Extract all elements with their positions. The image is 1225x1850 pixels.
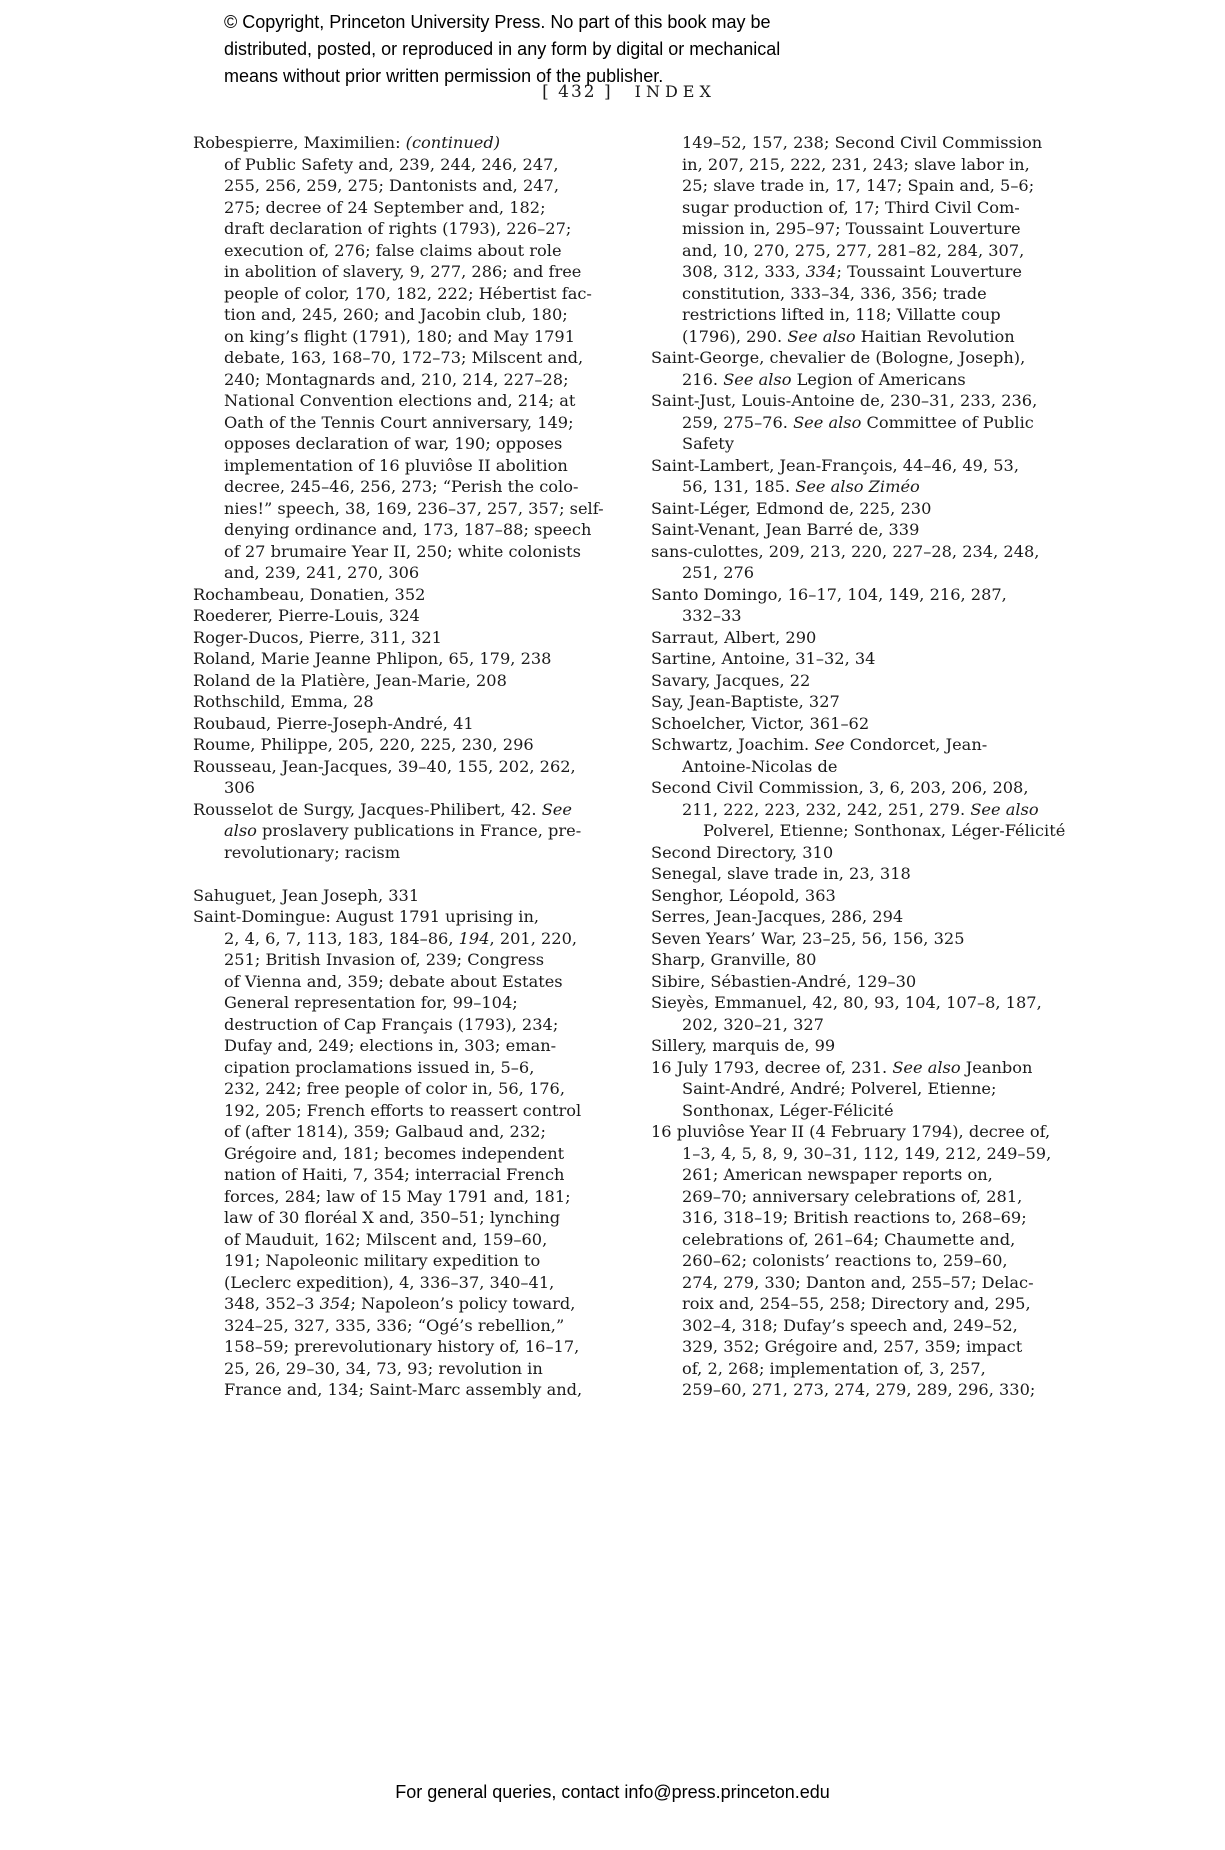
index-line: denying ordinance and, 173, 187–88; speech <box>224 520 592 539</box>
index-line: Say, Jean-Baptiste, 327 <box>651 692 840 711</box>
index-line: 308, 312, 333, 334; Toussaint Louverture <box>682 262 1022 281</box>
index-line: Savary, Jacques, 22 <box>651 670 811 690</box>
index-line: draft declaration of rights (1793), 226–27; <box>224 219 572 238</box>
index-line: Robespierre, Maximilien: (continued) <box>193 133 501 152</box>
index-line: 329, 352; Grégoire and, 257, 359; impact <box>682 1337 1023 1356</box>
index-line: of (after 1814), 359; Galbaud and, 232; <box>224 1122 546 1141</box>
index-line: destruction of Cap Français (1793), 234; <box>224 1014 559 1034</box>
index-line: celebrations of, 261–64; Chaumette and, <box>682 1229 1016 1249</box>
index-line: Saint-George, chevalier de (Bologne, Joseph), <box>651 348 1026 367</box>
index-line: implementation of 16 pluviôse II abolition <box>224 455 568 475</box>
index-line: Santo Domingo, 16–17, 104, 149, 216, 287, <box>651 584 1007 604</box>
copyright-line-3: means without prior written permission of the publisher. <box>224 66 664 86</box>
index-line: General representation for, 99–104; <box>224 993 518 1012</box>
index-line: Sibire, Sébastien-André, 129–30 <box>651 971 917 991</box>
index-line: Saint-Just, Louis-Antoine de, 230–31, 233, 236, <box>651 391 1038 410</box>
index-line: of Mauduit, 162; Milscent and, 159–60, <box>224 1229 548 1249</box>
index-line: 211, 222, 223, 232, 242, 251, 279. See also <box>682 799 1039 819</box>
index-line: tion and, 245, 260; and Jacobin club, 180; <box>224 305 568 324</box>
index-line: and, 239, 241, 270, 306 <box>224 563 420 582</box>
index-line: 269–70; anniversary celebrations of, 281, <box>682 1186 1023 1206</box>
index-line: in abolition of slavery, 9, 277, 286; and free <box>224 262 582 281</box>
index-line: 16 pluviôse Year II (4 February 1794), decree of, <box>651 1122 1051 1141</box>
index-line: 302–4, 318; Dufay’s speech and, 249–52, <box>682 1315 1018 1335</box>
index-line: forces, 284; law of 15 May 1791 and, 181; <box>224 1186 571 1206</box>
page-number: [ 432 ] <box>542 82 613 102</box>
index-line: Rothschild, Emma, 28 <box>193 692 374 711</box>
index-line: Sieyès, Emmanuel, 42, 80, 93, 104, 107–8, 187, <box>651 993 1042 1012</box>
index-line: on king’s flight (1791), 180; and May 1791 <box>224 326 576 346</box>
index-line: 324–25, 327, 335, 336; “Ogé’s rebellion,” <box>224 1315 565 1335</box>
index-line: nies!” speech, 38, 169, 236–37, 257, 357; self- <box>224 498 604 518</box>
index-line: (Leclerc expedition), 4, 336–37, 340–41, <box>224 1272 555 1292</box>
index-line: Saint-Domingue: August 1791 uprising in, <box>193 907 540 926</box>
index-line: Sarraut, Albert, 290 <box>651 627 817 647</box>
index-line: constitution, 333–34, 336, 356; trade <box>682 283 987 303</box>
index-line: (1796), 290. See also Haitian Revolution <box>682 326 1015 346</box>
index-line: 306 <box>224 778 255 797</box>
index-line: 25; slave trade in, 17, 147; Spain and, 5–6; <box>682 176 1035 195</box>
index-line: and, 10, 270, 275, 277, 281–82, 284, 307, <box>682 240 1025 260</box>
section-title: INDEX <box>634 82 716 101</box>
index-line: Senegal, slave trade in, 23, 318 <box>651 864 911 883</box>
index-line: Seven Years’ War, 23–25, 56, 156, 325 <box>651 928 965 948</box>
index-line: 232, 242; free people of color in, 56, 176, <box>224 1079 565 1098</box>
index-line: revolutionary; racism <box>224 842 401 862</box>
index-line: 25, 26, 29–30, 34, 73, 93; revolution in <box>224 1358 543 1378</box>
copyright-line-1: © Copyright, Princeton University Press. No part of this book may be <box>224 12 771 32</box>
index-line: sans-culottes, 209, 213, 220, 227–28, 234, 248, <box>651 541 1040 561</box>
index-line: Saint-André, André; Polverel, Etienne; <box>682 1079 997 1098</box>
index-line: Saint-Venant, Jean Barré de, 339 <box>651 520 920 539</box>
index-line: 1–3, 4, 5, 8, 9, 30–31, 112, 149, 212, 249–59, <box>682 1143 1052 1163</box>
index-line: Serres, Jean-Jacques, 286, 294 <box>651 907 904 926</box>
index-line: Second Directory, 310 <box>651 842 834 862</box>
index-line: 191; Napoleonic military expedition to <box>224 1251 541 1270</box>
index-line: Roland, Marie Jeanne Phlipon, 65, 179, 238 <box>193 649 552 668</box>
index-line: Roubaud, Pierre-Joseph-André, 41 <box>193 713 474 733</box>
index-line: Polverel, Etienne; Sonthonax, Léger-Félicité <box>703 821 1066 840</box>
index-blank-line <box>193 863 613 885</box>
index-line: Saint-Léger, Edmond de, 225, 230 <box>651 498 932 518</box>
index-line: 251, 276 <box>682 563 755 582</box>
footer-text: For general queries, contact info@press.princeton.edu <box>395 1782 830 1802</box>
index-line: opposes declaration of war, 190; opposes <box>224 434 563 453</box>
index-line: of, 2, 268; implementation of, 3, 257, <box>682 1358 986 1378</box>
index-line: Safety <box>682 434 734 453</box>
index-line: 274, 279, 330; Danton and, 255–57; Delac- <box>682 1272 1034 1292</box>
index-line: Dufay and, 249; elections in, 303; eman- <box>224 1036 557 1055</box>
index-line: mission in, 295–97; Toussaint Louverture <box>682 219 1021 238</box>
index-line: 259, 275–76. See also Committee of Public <box>682 412 1034 432</box>
index-line: Antoine-Nicolas de <box>682 756 838 776</box>
index-line: 202, 320–21, 327 <box>682 1014 824 1034</box>
index-line: 16 July 1793, decree of, 231. See also Jeanbon <box>651 1057 1033 1077</box>
index-line: 158–59; prerevolutionary history of, 16–17, <box>224 1337 580 1356</box>
index-line: Roume, Philippe, 205, 220, 225, 230, 296 <box>193 735 534 754</box>
index-line: in, 207, 215, 222, 231, 243; slave labor in, <box>682 154 1030 174</box>
index-line: Schoelcher, Victor, 361–62 <box>651 713 870 733</box>
index-line: Senghor, Léopold, 363 <box>651 885 836 905</box>
index-line: 251; British Invasion of, 239; Congress <box>224 950 545 969</box>
index-line: Rochambeau, Donatien, 352 <box>193 584 426 604</box>
index-line: debate, 163, 168–70, 172–73; Milscent and, <box>224 348 584 367</box>
index-line: restrictions lifted in, 118; Villatte coup <box>682 305 1001 324</box>
index-line: 56, 131, 185. See also Ziméo <box>682 477 920 496</box>
index-line: Sonthonax, Léger-Félicité <box>682 1100 894 1120</box>
index-line: 348, 352–3 354; Napoleon’s policy toward, <box>224 1294 576 1313</box>
index-line: of Public Safety and, 239, 244, 246, 247, <box>224 154 559 174</box>
index-line: of Vienna and, 359; debate about Estates <box>224 971 563 991</box>
footer-contact <box>0 1782 1225 1803</box>
index-column-right <box>651 132 1071 1401</box>
index-line: Roger-Ducos, Pierre, 311, 321 <box>193 627 442 647</box>
index-line: 216. See also Legion of Americans <box>682 369 966 389</box>
index-line: Schwartz, Joachim. See Condorcet, Jean- <box>651 735 988 754</box>
index-line: 255, 256, 259, 275; Dantonists and, 247, <box>224 176 560 195</box>
index-line: Sharp, Granville, 80 <box>651 950 817 969</box>
index-line: people of color, 170, 182, 222; Hébertist fac- <box>224 283 592 303</box>
index-line: Roederer, Pierre-Louis, 324 <box>193 606 420 625</box>
index-line: France and, 134; Saint-Marc assembly and, <box>224 1380 583 1399</box>
index-line: 260–62; colonists’ reactions to, 259–60, <box>682 1251 1008 1270</box>
index-line: 332–33 <box>682 606 742 625</box>
index-line: Sillery, marquis de, 99 <box>651 1036 836 1055</box>
index-line: National Convention elections and, 214; at <box>224 391 576 410</box>
index-line: 259–60, 271, 273, 274, 279, 289, 296, 330; <box>682 1380 1036 1399</box>
index-line: 149–52, 157, 238; Second Civil Commission <box>682 133 1043 152</box>
index-line: also proslavery publications in France, pre- <box>224 821 582 840</box>
index-line: 261; American newspaper reports on, <box>682 1165 993 1184</box>
index-line: of 27 brumaire Year II, 250; white colonists <box>224 541 581 561</box>
index-column-left <box>193 132 613 1401</box>
copyright-notice <box>224 9 864 90</box>
index-line: sugar production of, 17; Third Civil Com- <box>682 197 1020 217</box>
index-line: roix and, 254–55, 258; Directory and, 295, <box>682 1294 1031 1313</box>
index-line: Roland de la Platière, Jean-Marie, 208 <box>193 670 507 690</box>
index-line: 2, 4, 6, 7, 113, 183, 184–86, 194, 201, 220, <box>224 928 578 948</box>
copyright-line-2: distributed, posted, or reproduced in any form by digital or mechanical <box>224 39 781 59</box>
index-line: 275; decree of 24 September and, 182; <box>224 197 546 217</box>
index-line: Grégoire and, 181; becomes independent <box>224 1143 565 1163</box>
index-line: Sartine, Antoine, 31–32, 34 <box>651 649 876 668</box>
index-line: 192, 205; French efforts to reassert control <box>224 1100 582 1120</box>
index-line: execution of, 276; false claims about role <box>224 240 562 260</box>
page-header <box>193 82 1065 102</box>
index-line: 240; Montagnards and, 210, 214, 227–28; <box>224 369 569 389</box>
index-line: law of 30 floréal X and, 350–51; lynching <box>224 1208 561 1227</box>
index-line: Sahuguet, Jean Joseph, 331 <box>193 885 420 905</box>
index-line: Second Civil Commission, 3, 6, 203, 206, 208, <box>651 778 1029 797</box>
index-line: decree, 245–46, 256, 273; “Perish the colo- <box>224 477 579 496</box>
index-line: Rousseau, Jean-Jacques, 39–40, 155, 202, 262, <box>193 756 576 776</box>
index-line: Saint-Lambert, Jean-François, 44–46, 49, 53, <box>651 455 1020 475</box>
index-line: Rousselot de Surgy, Jacques-Philibert, 42. See <box>193 799 572 819</box>
index-line: 316, 318–19; British reactions to, 268–69; <box>682 1208 1027 1227</box>
index-line: nation of Haiti, 7, 354; interracial French <box>224 1165 565 1184</box>
index-columns <box>193 132 1071 1401</box>
index-line: cipation proclamations issued in, 5–6, <box>224 1057 535 1077</box>
index-line: Oath of the Tennis Court anniversary, 149; <box>224 412 574 432</box>
